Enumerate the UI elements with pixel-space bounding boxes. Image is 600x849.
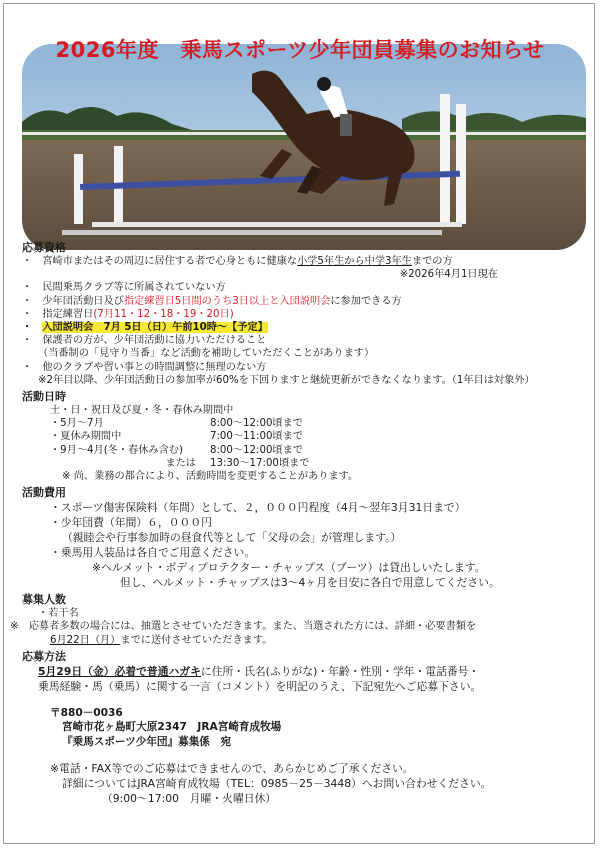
activity-row-2-time: 7:00～11:00頃まで [210,431,303,443]
apply-line-1-post: に住所・氏名(ふりがな)・年齢・性別・学年・電話番号・ [200,664,480,678]
recruit-heading: 募集人数 [22,593,66,607]
orientation-highlight: 入団説明会 7月 5日（日）午前10時～【予定】 [42,322,268,334]
activity-row-1 [22,417,588,430]
apply-note-1: ※電話・FAX等でのご応募はできませんので、あらかじめご了承ください。 [50,762,414,776]
activity-row-4 [22,457,588,470]
mailing-recipient: 『乗馬スポーツ少年団』募集係 宛 [62,735,232,748]
activity-row-2 [22,430,588,443]
qualification-line-3-pre: ・ 少年団活動日及び [22,295,124,307]
apply-line-2: 乗馬経験・馬（乗馬）に関する一言（コメント）を明記のうえ、下記宛先へご応募下さい。 [38,679,482,693]
qualification-attendance-requirement: 指定練習日5日間のうち3日以上と入団説明会 [123,295,331,307]
document-send-date: 6月22日（月） [50,634,121,646]
activity-row-3-time: 8:00～12:00頃まで [210,444,303,456]
activity-row-3 [22,444,588,457]
activity-row-3-period: ・9月～4月(冬・春休み含む) [50,444,183,456]
practice-dates: (7月11・12・18・19・20日) [93,308,234,320]
cost-line-3: （親睦会や行事参加時の昼食代等として「父母の会」が管理します。） [62,531,402,545]
qualification-line-8: ・ 他のクラブや習い事との時間調整に無理のない方 [22,361,267,373]
page-title: 2026年度 乗馬スポーツ少年団員募集のお知らせ [55,38,545,62]
qualification-line-4 [22,308,588,321]
qualification-line-4-pre: ・ 指定練習日 [22,308,94,320]
recruit-line-2: ※ 応募者多数の場合には、抽選とさせていただきます。また、当選された方には、詳細・必要書類を [10,621,477,633]
qualification-line-6: ・ 保護者の方が、少年団活動に協力いただけること [22,335,267,347]
cost-line-2: ・少年団費（年間）６，０００円 [50,516,212,530]
qualification-line-2: ・ 民間乗馬クラブ等に所属されていない方 [22,282,226,294]
postal-code: 〒880－0036 [50,706,123,719]
recruit-line-3-post: までに送付させていただきます。 [120,634,273,646]
activity-note: ※ 尚、業務の都合により、活動時間を変更することがあります。 [62,471,359,483]
activity-heading: 活動日時 [22,390,66,404]
cost-line-6: 但し、ヘルメット・チャップスは3～4ヶ月を目安に各自で用意してください。 [120,576,500,590]
recruit-line-3 [22,634,588,647]
horse-jumping-photo [22,44,586,250]
qualification-date-note: ※2026年4月1日現在 [399,269,498,281]
apply-heading: 応募方法 [22,649,66,663]
qualification-line-3 [22,295,588,308]
activity-row-4-time: 13:30～17:00頃まで [210,457,310,469]
qualification-line-1-post: までの方 [411,256,453,267]
recruit-line-1: ・若干名 [38,608,79,620]
qualification-line-1 [22,255,588,268]
qualification-heading: 応募資格 [22,241,66,254]
activity-line-1: 土・日・祝日及び夏・冬・春休み期間中 [50,405,234,417]
apply-deadline: 5月29日（金）必着で普通ハガキ [38,664,201,678]
cost-line-4: ・乗馬用人装品は各自でご用意ください。 [50,546,256,560]
qualification-line-1-pre: ・ 宮崎市またはその周辺に居住する者で心身ともに健康な [22,256,298,267]
apply-note-3: （9:00～17:00 月曜・火曜日休） [102,792,277,806]
qualification-line-9: ※2年目以降、少年団活動日の参加率が60%を下回りますと継続更新ができなくなります。（1年目は対象外） [38,374,535,386]
apply-line-1 [22,664,588,679]
cost-heading: 活動費用 [22,486,66,500]
qualification-line-5-pre: ・ [22,322,43,334]
qualification-line-3-post: に参加できる方 [330,295,402,307]
activity-row-1-period: ・5月～7月 [50,418,104,430]
cost-line-1: ・スポーツ傷害保険料（年間）として、２，０００円程度（4月～翌年3月31日まで） [50,501,466,515]
apply-note-2: 詳細についてはJRA宮崎育成牧場（TEL：0985－25－3448）へお問い合わせください。 [62,777,492,791]
activity-row-2-period: ・夏休み期間中 [50,431,122,443]
qualification-line-5 [22,321,588,334]
activity-row-1-time: 8:00～12:00頃まで [210,418,303,430]
mailing-address: 宮崎市花ヶ島町大原2347 JRA宮崎育成牧場 [62,721,282,734]
qualification-grade-range: 小学5年生から中学3年生 [297,256,412,267]
qualification-line-7: （当番制の「見守り当番」など活動を補助していただくことがあります） [38,348,375,360]
cost-line-5: ※ヘルメット・ボディプロテクター・チャップス（ブーツ）は貸出しいたします。 [92,561,486,575]
activity-row-4-period: または [165,457,196,469]
